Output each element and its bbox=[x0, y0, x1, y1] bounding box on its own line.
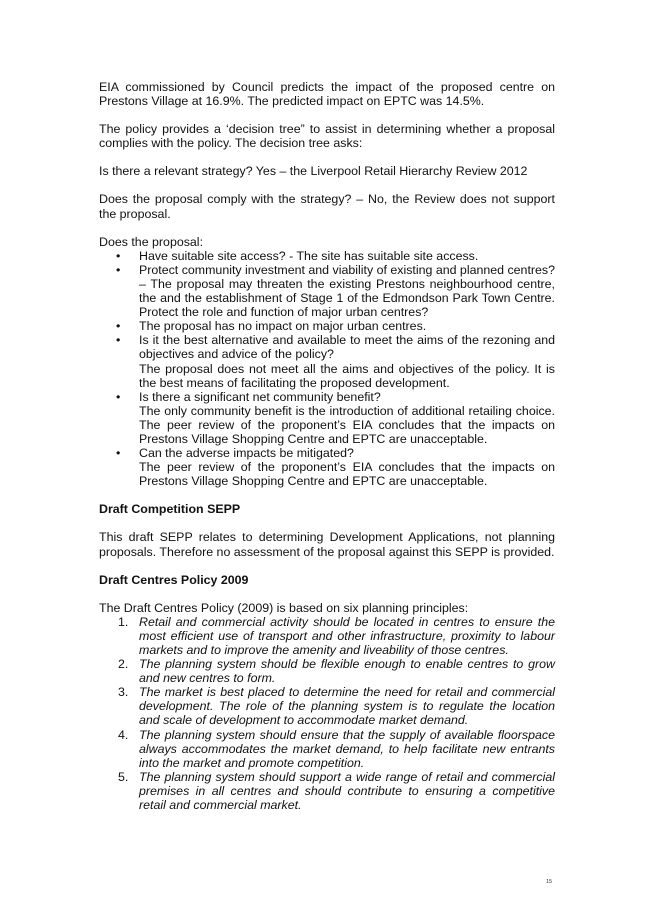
principle-number: 4. bbox=[118, 727, 129, 742]
bullet-item bbox=[99, 263, 555, 319]
bullet-text: • The proposal has no impact on major urban centres. bbox=[139, 319, 427, 334]
heading-competition-sepp: Draft Competition SEPP bbox=[99, 502, 241, 517]
principle-number: 5. bbox=[118, 769, 129, 784]
bullet-question: • Is there a significant net community benefit? bbox=[139, 389, 381, 404]
principle-item bbox=[99, 728, 555, 770]
principles-list bbox=[99, 615, 555, 812]
principle-number: 3. bbox=[118, 685, 129, 700]
principle-number: 1. bbox=[118, 614, 129, 629]
principle-item bbox=[99, 615, 555, 657]
principle-text: The planning system should support a wide range of retail and commercial premises in all centres and should contribute to ensuring a competitive retail and commercial market. bbox=[139, 769, 555, 813]
paragraph-strategy: Is there a relevant strategy? Yes – the Liverpool Retail Hierarchy Review 2012 bbox=[99, 164, 528, 179]
principle-number: 2. bbox=[118, 657, 129, 672]
principle-item bbox=[99, 770, 555, 812]
bullet-text: • Have suitable site access? - The site has suitable site access. bbox=[139, 248, 479, 263]
paragraph-decision-tree: The policy provides a ‘decision tree” to assist in determining whether a proposal complies with the policy. The decision tree asks: bbox=[99, 122, 555, 151]
paragraph-does-proposal: Does the proposal: bbox=[99, 234, 204, 249]
paragraph-comply: Does the proposal comply with the strategy? – No, the Review does not support the proposal. bbox=[99, 192, 555, 221]
bullet-item bbox=[99, 319, 555, 333]
principle-item bbox=[99, 685, 555, 727]
bullet-item bbox=[99, 390, 555, 446]
principle-item bbox=[99, 657, 555, 685]
bullet-answer: The proposal does not meet all the aims and objectives of the policy. It is the best means of facilitating the proposed development. bbox=[139, 361, 555, 390]
paragraph-competition-sepp: This draft SEPP relates to determining Development Applications, not planning proposals. Therefore no assessment of the proposal against this SEPP is provided. bbox=[99, 530, 555, 559]
bullet-answer: The peer review of the proponent’s EIA concludes that the impacts on Prestons Village Shopping Centre and EPTC are unacceptable. bbox=[139, 460, 555, 489]
bullet-question: • Can the adverse impacts be mitigated? bbox=[139, 446, 354, 461]
bullet-item bbox=[99, 446, 555, 488]
bullet-question: • Is it the best alternative and available to meet the aims of the rezoning and objectives and advice of the policy? bbox=[139, 333, 555, 362]
bullet-item bbox=[99, 249, 555, 263]
paragraph-eia: EIA commissioned by Council predicts the impact of the proposed centre on Prestons Village at 16.9%. The predicted impact on EPTC was 14.5%. bbox=[99, 80, 555, 109]
principle-text: The market is best placed to determine the need for retail and commercial development. The role of the planning system is to regulate the location and scale of development to accommodate market demand. bbox=[139, 685, 555, 728]
document-page bbox=[99, 80, 555, 812]
bullet-item bbox=[99, 333, 555, 389]
proposal-bullet-list bbox=[99, 249, 555, 489]
paragraph-centres-intro: The Draft Centres Policy (2009) is based on six planning principles: bbox=[99, 600, 469, 615]
principle-text: Retail and commercial activity should be located in centres to ensure the most efficient use of transport and other infrastructure, proximity to labour markets and to improve the amenity and liveability of those centres. bbox=[139, 614, 555, 657]
heading-centres-policy: Draft Centres Policy 2009 bbox=[99, 572, 249, 587]
page-number: 15 bbox=[546, 879, 553, 885]
bullet-text: • Protect community investment and viability of existing and planned centres? – The proposal may threaten the existing Prestons neighbourhood centre, the and the establishment of Stage 1 of the Edmondson Park Town Centre. Protect the role and function of major urban centres? bbox=[139, 262, 555, 320]
bullet-answer: The only community benefit is the introduction of additional retailing choice. The peer review of the proponent’s EIA concludes that the impacts on Prestons Village Shopping Centre and EPTC are unacceptable. bbox=[139, 403, 555, 446]
principle-text: The planning system should be flexible enough to enable centres to grow and new centres to form. bbox=[139, 657, 555, 686]
principle-text: The planning system should ensure that the supply of available floorspace always accommodates the market demand, to help facilitate new entrants into the market and promote competition. bbox=[139, 727, 555, 770]
